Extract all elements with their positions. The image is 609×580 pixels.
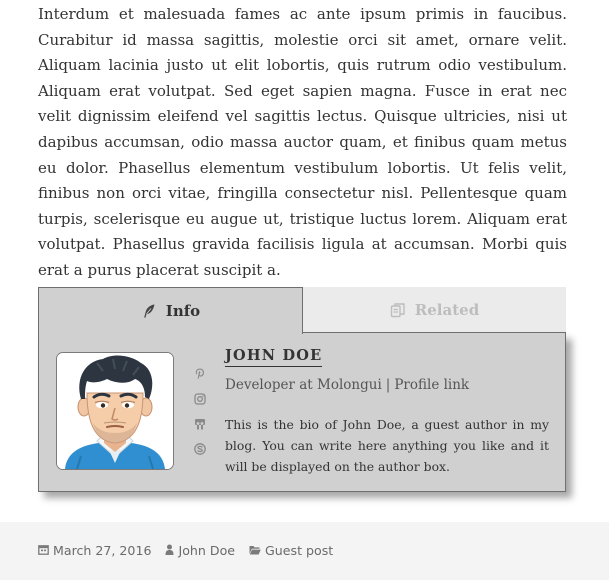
skype-icon[interactable] [193, 441, 207, 455]
article-paragraph: Interdum et malesuada fames ac ante ipsum primis in faucibus. Curabitur id massa sagittis, molestie orci sit amet, ornare velit. Aliquam lacinia justo ut elit lobortis, quis rutrum odio vestibulum. Aliquam erat volutpat. Sed eget sapien magna. Fusce in erat nec velit dignissim eleifend vel sagittis lectus. Quisque ultricies, nisi ut dapibus accumsan, odio massa auctor quam, et finibus quam metus eu dolor. Phasellus elementum vestibulum lobortis. Ut felis velit, finibus non orci vitae, fringilla consectetur nisl. Pellentesque quam turpis, scelerisque eu augue ut, tristique luctus lorem. Aliquam erat volutpat. Phasellus gravida facilisis ligula at accumsan. Morbi quis erat a purus placerat suscipit a. [38, 5, 567, 279]
author-job-title: Developer at Molongui [225, 377, 382, 393]
post-category-link[interactable] [249, 543, 333, 558]
post-author: John Doe [178, 543, 236, 558]
post-meta-footer [0, 522, 609, 580]
instagram-icon[interactable] [193, 391, 207, 405]
author-name-link[interactable]: JOHN DOE [225, 347, 322, 367]
slideshare-icon[interactable] [193, 416, 207, 430]
user-icon [165, 543, 174, 558]
tab-related-label: Related [414, 300, 480, 319]
social-links [193, 366, 209, 455]
author-bio: This is the bio of John Doe, a guest author in my blog. You can write here anything you like and it will be displayed on the author box. [225, 417, 549, 474]
author-job [225, 377, 469, 393]
author-box-tabs [38, 287, 566, 333]
related-posts-icon [390, 302, 406, 318]
post-date-link[interactable] [38, 543, 151, 558]
author-avatar[interactable] [56, 352, 174, 470]
folder-icon [249, 543, 261, 558]
tab-info-label: Info [165, 302, 201, 320]
feather-icon [141, 303, 157, 319]
post-category: Guest post [265, 543, 334, 558]
calendar-icon [38, 543, 49, 558]
post-author-link[interactable] [165, 543, 235, 558]
post-meta [38, 543, 347, 558]
pinterest-icon[interactable] [193, 366, 207, 380]
tab-related[interactable] [303, 287, 566, 333]
profile-link[interactable]: Profile link [394, 377, 470, 393]
author-info-panel [38, 333, 566, 492]
tab-info[interactable] [38, 287, 303, 334]
author-box [38, 287, 566, 492]
job-separator: | [385, 377, 391, 393]
post-date: March 27, 2016 [53, 543, 152, 558]
